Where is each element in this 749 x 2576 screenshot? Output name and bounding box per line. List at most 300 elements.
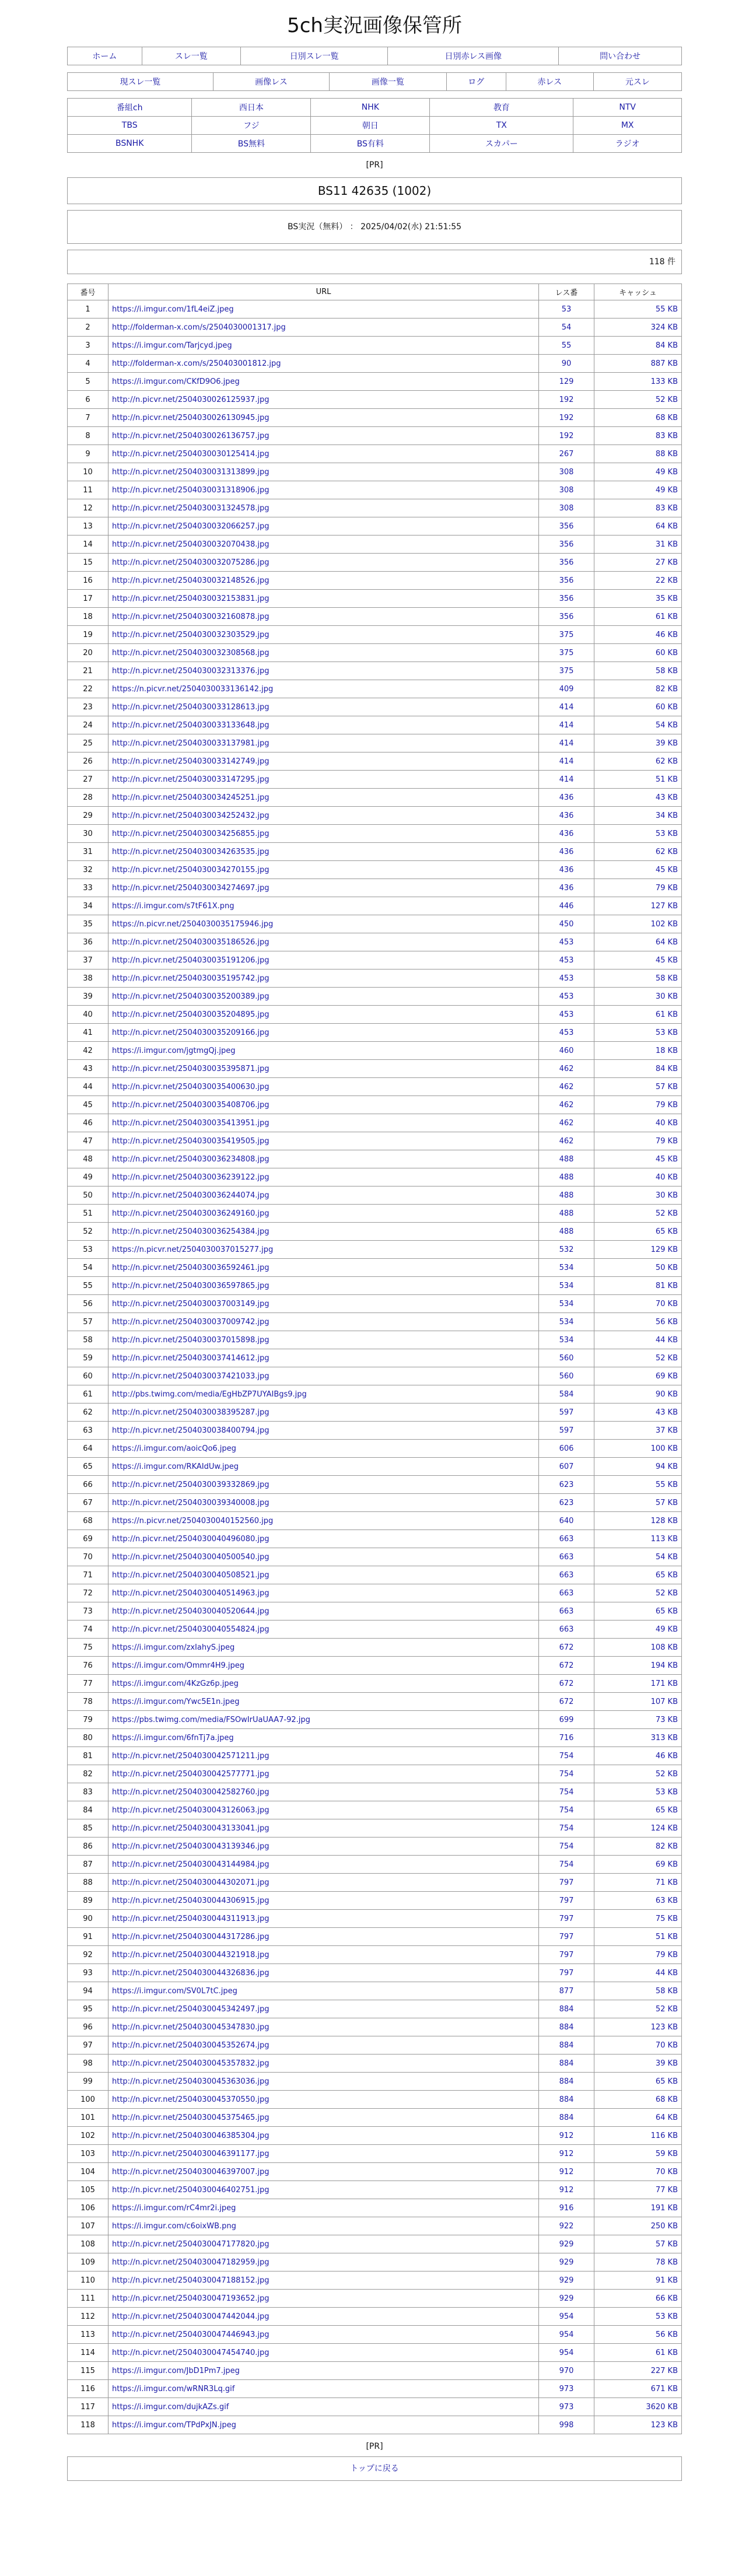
image-url-link[interactable]: [108, 626, 539, 644]
image-url-link-text[interactable]: http://n.picvr.net/2504030026136757.jpg: [112, 431, 270, 440]
res-number-link[interactable]: [539, 1150, 594, 1168]
cache-size-link[interactable]: [594, 1512, 682, 1530]
image-url-link[interactable]: [108, 2145, 539, 2163]
cache-size-link[interactable]: [594, 2308, 682, 2326]
cache-size-link[interactable]: [594, 1132, 682, 1150]
res-number-link[interactable]: [539, 1295, 594, 1313]
cache-size-link-text[interactable]: 53 KB: [655, 2312, 678, 2321]
res-number-link-text[interactable]: 534: [559, 1281, 574, 1290]
nav-link[interactable]: 現スレ一覧: [120, 78, 161, 87]
image-url-link[interactable]: [108, 2127, 539, 2145]
image-url-link-text[interactable]: http://n.picvr.net/2504030034274697.jpg: [112, 883, 270, 892]
res-number-link[interactable]: [539, 2091, 594, 2109]
cache-size-link[interactable]: [594, 771, 682, 789]
image-url-link-text[interactable]: http://n.picvr.net/2504030035186526.jpg: [112, 937, 270, 947]
res-number-link[interactable]: [539, 1241, 594, 1259]
channel-link[interactable]: MX: [621, 121, 634, 130]
res-number-link-text[interactable]: 884: [559, 2041, 574, 2050]
cache-size-link[interactable]: [594, 1060, 682, 1078]
cache-size-link-text[interactable]: 27 KB: [655, 558, 678, 567]
cache-size-link-text[interactable]: 75 KB: [655, 1914, 678, 1923]
cache-size-link-text[interactable]: 129 KB: [650, 1245, 678, 1254]
cache-size-link-text[interactable]: 43 KB: [655, 793, 678, 802]
res-number-link[interactable]: [539, 2235, 594, 2253]
image-url-link[interactable]: [108, 1548, 539, 1566]
cache-size-link-text[interactable]: 35 KB: [655, 594, 678, 603]
image-url-link[interactable]: [108, 2253, 539, 2272]
image-url-link-text[interactable]: https://i.imgur.com/aoicQo6.jpeg: [112, 1444, 236, 1453]
image-url-link-text[interactable]: http://n.picvr.net/2504030035413951.jpg: [112, 1118, 270, 1128]
cache-size-link[interactable]: [594, 879, 682, 897]
image-url-link[interactable]: [108, 1042, 539, 1060]
cache-size-link[interactable]: [594, 1458, 682, 1476]
res-number-link[interactable]: [539, 1783, 594, 1801]
cache-size-link-text[interactable]: 52 KB: [655, 2004, 678, 2014]
res-number-link-text[interactable]: 308: [559, 467, 574, 477]
cache-size-link[interactable]: [594, 843, 682, 861]
res-number-link[interactable]: [539, 1982, 594, 2000]
res-number-link[interactable]: [539, 752, 594, 771]
cache-size-link[interactable]: [594, 355, 682, 373]
res-number-link-text[interactable]: 308: [559, 485, 574, 495]
cache-size-link[interactable]: [594, 1440, 682, 1458]
nav-link[interactable]: 赤レス: [537, 78, 562, 87]
cache-size-link-text[interactable]: 53 KB: [655, 1028, 678, 1037]
cache-size-link[interactable]: [594, 318, 682, 337]
image-url-link-text[interactable]: http://n.picvr.net/2504030039340008.jpg: [112, 1498, 270, 1507]
cache-size-link[interactable]: [594, 554, 682, 572]
image-url-link[interactable]: [108, 716, 539, 734]
res-number-link[interactable]: [539, 1801, 594, 1819]
res-number-link-text[interactable]: 922: [559, 2221, 574, 2231]
nav-link[interactable]: ログ: [468, 78, 485, 87]
res-number-link-text[interactable]: 54: [561, 323, 572, 332]
res-number-link[interactable]: [539, 1639, 594, 1657]
nav-link[interactable]: 画像一覧: [371, 78, 404, 87]
res-number-link-text[interactable]: 532: [559, 1245, 574, 1254]
image-url-link[interactable]: [108, 951, 539, 970]
cache-size-link[interactable]: [594, 1404, 682, 1422]
image-url-link[interactable]: [108, 1006, 539, 1024]
cache-size-link-text[interactable]: 83 KB: [655, 431, 678, 440]
res-number-link[interactable]: [539, 2416, 594, 2434]
image-url-link[interactable]: [108, 2181, 539, 2199]
cache-size-link[interactable]: [594, 1892, 682, 1910]
cache-size-link[interactable]: [594, 2272, 682, 2290]
res-number-link-text[interactable]: 414: [559, 775, 574, 784]
cache-size-link-text[interactable]: 52 KB: [655, 1769, 678, 1779]
res-number-link-text[interactable]: 560: [559, 1371, 574, 1381]
image-url-link[interactable]: [108, 1711, 539, 1729]
image-url-link-text[interactable]: http://n.picvr.net/2504030047446943.jpg: [112, 2330, 270, 2339]
cache-size-link[interactable]: [594, 825, 682, 843]
image-url-link-text[interactable]: http://n.picvr.net/2504030036249160.jpg: [112, 1209, 270, 1218]
image-url-link[interactable]: [108, 2199, 539, 2217]
cache-size-link-text[interactable]: 671 KB: [650, 2384, 678, 2393]
cache-size-link-text[interactable]: 94 KB: [655, 1462, 678, 1471]
cache-size-link[interactable]: [594, 1584, 682, 1602]
res-number-link-text[interactable]: 623: [559, 1480, 574, 1489]
cache-size-link-text[interactable]: 65 KB: [655, 1606, 678, 1616]
res-number-link-text[interactable]: 450: [559, 919, 574, 929]
res-number-link[interactable]: [539, 1892, 594, 1910]
image-url-link[interactable]: [108, 1819, 539, 1838]
cache-size-link-text[interactable]: 227 KB: [650, 2366, 678, 2375]
cache-size-link[interactable]: [594, 536, 682, 554]
image-url-link[interactable]: [108, 1313, 539, 1331]
cache-size-link[interactable]: [594, 752, 682, 771]
res-number-link-text[interactable]: 797: [559, 1896, 574, 1905]
res-number-link-text[interactable]: 877: [559, 1986, 574, 1996]
res-number-link[interactable]: [539, 2109, 594, 2127]
image-url-link[interactable]: [108, 536, 539, 554]
cache-size-link[interactable]: [594, 572, 682, 590]
nav-link[interactable]: 元スレ: [625, 78, 650, 87]
res-number-link[interactable]: [539, 2380, 594, 2398]
image-url-link[interactable]: [108, 1910, 539, 1928]
image-url-link-text[interactable]: http://n.picvr.net/2504030033128613.jpg: [112, 702, 270, 712]
image-url-link[interactable]: [108, 2217, 539, 2235]
cache-size-link[interactable]: [594, 1765, 682, 1783]
res-number-link-text[interactable]: 453: [559, 956, 574, 965]
image-url-link-text[interactable]: http://n.picvr.net/2504030040554824.jpg: [112, 1625, 270, 1634]
cache-size-link-text[interactable]: 50 KB: [655, 1263, 678, 1272]
image-url-link[interactable]: [108, 1168, 539, 1186]
image-url-link[interactable]: [108, 1512, 539, 1530]
res-number-link-text[interactable]: 973: [559, 2384, 574, 2393]
cache-size-link-text[interactable]: 84 KB: [655, 341, 678, 350]
image-url-link[interactable]: [108, 1982, 539, 2000]
image-url-link-text[interactable]: https://i.imgur.com/Tarjcyd.jpeg: [112, 341, 232, 350]
res-number-link[interactable]: [539, 1422, 594, 1440]
res-number-link[interactable]: [539, 554, 594, 572]
image-url-link[interactable]: [108, 300, 539, 318]
res-number-link-text[interactable]: 699: [559, 1715, 574, 1724]
image-url-link[interactable]: [108, 1530, 539, 1548]
res-number-link-text[interactable]: 436: [559, 793, 574, 802]
cache-size-link-text[interactable]: 107 KB: [650, 1697, 678, 1706]
image-url-link-text[interactable]: https://i.imgur.com/wRNR3Lq.gif: [112, 2384, 235, 2393]
image-url-link[interactable]: [108, 445, 539, 463]
res-number-link[interactable]: [539, 1042, 594, 1060]
res-number-link-text[interactable]: 884: [559, 2113, 574, 2122]
res-number-link[interactable]: [539, 1548, 594, 1566]
image-url-link[interactable]: [108, 1584, 539, 1602]
image-url-link-text[interactable]: http://n.picvr.net/2504030036244074.jpg: [112, 1191, 270, 1200]
res-number-link-text[interactable]: 534: [559, 1263, 574, 1272]
cache-size-link[interactable]: [594, 2036, 682, 2054]
cache-size-link-text[interactable]: 54 KB: [655, 720, 678, 730]
image-url-link[interactable]: [108, 2109, 539, 2127]
cache-size-link-text[interactable]: 52 KB: [655, 1209, 678, 1218]
res-number-link-text[interactable]: 672: [559, 1697, 574, 1706]
image-url-link-text[interactable]: http://n.picvr.net/2504030045352674.jpg: [112, 2041, 270, 2050]
image-url-link-text[interactable]: http://n.picvr.net/2504030035395871.jpg: [112, 1064, 270, 1073]
res-number-link[interactable]: [539, 391, 594, 409]
image-url-link-text[interactable]: http://n.picvr.net/2504030035400630.jpg: [112, 1082, 270, 1091]
image-url-link[interactable]: [108, 1349, 539, 1367]
res-number-link-text[interactable]: 797: [559, 1932, 574, 1941]
cache-size-link-text[interactable]: 22 KB: [655, 576, 678, 585]
image-url-link-text[interactable]: http://n.picvr.net/2504030036592461.jpg: [112, 1263, 270, 1272]
cache-size-link[interactable]: [594, 1693, 682, 1711]
cache-size-link[interactable]: [594, 1385, 682, 1404]
cache-size-link-text[interactable]: 194 KB: [650, 1661, 678, 1670]
cache-size-link[interactable]: [594, 409, 682, 427]
cache-size-link-text[interactable]: 46 KB: [655, 1751, 678, 1760]
cache-size-link[interactable]: [594, 1856, 682, 1874]
res-number-link-text[interactable]: 672: [559, 1679, 574, 1688]
res-number-link-text[interactable]: 606: [559, 1444, 574, 1453]
image-url-link-text[interactable]: http://n.picvr.net/2504030045370550.jpg: [112, 2095, 270, 2104]
cache-size-link[interactable]: [594, 2290, 682, 2308]
res-number-link-text[interactable]: 970: [559, 2366, 574, 2375]
cache-size-link-text[interactable]: 62 KB: [655, 757, 678, 766]
res-number-link[interactable]: [539, 2362, 594, 2380]
cache-size-link[interactable]: [594, 2181, 682, 2199]
image-url-link[interactable]: [108, 988, 539, 1006]
cache-size-link[interactable]: [594, 1639, 682, 1657]
image-url-link-text[interactable]: http://n.picvr.net/2504030044302071.jpg: [112, 1878, 270, 1887]
cache-size-link[interactable]: [594, 463, 682, 481]
cache-size-link-text[interactable]: 123 KB: [650, 2022, 678, 2032]
res-number-link[interactable]: [539, 355, 594, 373]
cache-size-link-text[interactable]: 66 KB: [655, 2294, 678, 2303]
channel-link[interactable]: ラジオ: [615, 139, 640, 149]
image-url-link-text[interactable]: https://i.imgur.com/RKAIdUw.jpeg: [112, 1462, 239, 1471]
res-number-link-text[interactable]: 534: [559, 1299, 574, 1308]
res-number-link[interactable]: [539, 1132, 594, 1150]
cache-size-link-text[interactable]: 39 KB: [655, 2059, 678, 2068]
res-number-link-text[interactable]: 453: [559, 937, 574, 947]
res-number-link-text[interactable]: 453: [559, 1010, 574, 1019]
res-number-link[interactable]: [539, 1114, 594, 1132]
cache-size-link-text[interactable]: 127 KB: [650, 901, 678, 911]
image-url-link[interactable]: [108, 1838, 539, 1856]
channel-link[interactable]: BS有料: [356, 139, 384, 149]
image-url-link-text[interactable]: http://n.picvr.net/2504030045363036.jpg: [112, 2077, 270, 2086]
cache-size-link[interactable]: [594, 1096, 682, 1114]
cache-size-link[interactable]: [594, 1150, 682, 1168]
image-url-link[interactable]: [108, 517, 539, 536]
image-url-link-text[interactable]: http://n.picvr.net/2504030032303529.jpg: [112, 630, 270, 639]
image-url-link[interactable]: [108, 1114, 539, 1132]
cache-size-link-text[interactable]: 88 KB: [655, 449, 678, 459]
cache-size-link[interactable]: [594, 2235, 682, 2253]
res-number-link-text[interactable]: 754: [559, 1805, 574, 1815]
image-url-link[interactable]: [108, 391, 539, 409]
res-number-link-text[interactable]: 453: [559, 974, 574, 983]
cache-size-link[interactable]: [594, 2398, 682, 2416]
cache-size-link[interactable]: [594, 2163, 682, 2181]
res-number-link[interactable]: [539, 337, 594, 355]
image-url-link-text[interactable]: http://n.picvr.net/2504030046402751.jpg: [112, 2185, 270, 2194]
res-number-link[interactable]: [539, 1856, 594, 1874]
res-number-link[interactable]: [539, 2344, 594, 2362]
image-url-link[interactable]: [108, 662, 539, 680]
res-number-link[interactable]: [539, 1385, 594, 1404]
cache-size-link-text[interactable]: 70 KB: [655, 2041, 678, 2050]
res-number-link-text[interactable]: 954: [559, 2348, 574, 2357]
image-url-link-text[interactable]: https://i.imgur.com/JbD1Pm7.jpeg: [112, 2366, 240, 2375]
cache-size-link-text[interactable]: 56 KB: [655, 2330, 678, 2339]
cache-size-link[interactable]: [594, 1747, 682, 1765]
cache-size-link-text[interactable]: 65 KB: [655, 1227, 678, 1236]
image-url-link-text[interactable]: http://n.picvr.net/2504030043133041.jpg: [112, 1824, 270, 1833]
cache-size-link[interactable]: [594, 861, 682, 879]
cache-size-link[interactable]: [594, 1675, 682, 1693]
image-url-link[interactable]: [108, 2326, 539, 2344]
image-url-link[interactable]: [108, 1874, 539, 1892]
cache-size-link-text[interactable]: 37 KB: [655, 1426, 678, 1435]
cache-size-link[interactable]: [594, 951, 682, 970]
cache-size-link[interactable]: [594, 626, 682, 644]
res-number-link-text[interactable]: 929: [559, 2258, 574, 2267]
cache-size-link-text[interactable]: 58 KB: [655, 666, 678, 676]
image-url-link[interactable]: [108, 2308, 539, 2326]
cache-size-link-text[interactable]: 45 KB: [655, 956, 678, 965]
res-number-link-text[interactable]: 446: [559, 901, 574, 911]
cache-size-link-text[interactable]: 82 KB: [655, 684, 678, 694]
image-url-link-text[interactable]: https://i.imgur.com/Ommr4H9.jpeg: [112, 1661, 245, 1670]
cache-size-link[interactable]: [594, 897, 682, 915]
cache-size-link[interactable]: [594, 1078, 682, 1096]
image-url-link-text[interactable]: http://n.picvr.net/2504030033137981.jpg: [112, 738, 270, 748]
cache-size-link-text[interactable]: 250 KB: [650, 2221, 678, 2231]
nav-link[interactable]: 画像レス: [255, 78, 288, 87]
cache-size-link[interactable]: [594, 1657, 682, 1675]
res-number-link-text[interactable]: 414: [559, 738, 574, 748]
res-number-link-text[interactable]: 192: [559, 395, 574, 404]
cache-size-link[interactable]: [594, 2217, 682, 2235]
res-number-link[interactable]: [539, 861, 594, 879]
cache-size-link-text[interactable]: 57 KB: [655, 2239, 678, 2249]
cache-size-link-text[interactable]: 51 KB: [655, 1932, 678, 1941]
res-number-link[interactable]: [539, 1928, 594, 1946]
res-number-link-text[interactable]: 884: [559, 2004, 574, 2014]
res-number-link[interactable]: [539, 1367, 594, 1385]
cache-size-link-text[interactable]: 102 KB: [650, 919, 678, 929]
image-url-link-text[interactable]: http://n.picvr.net/2504030034270155.jpg: [112, 865, 270, 874]
cache-size-link[interactable]: [594, 2380, 682, 2398]
cache-size-link[interactable]: [594, 1241, 682, 1259]
image-url-link[interactable]: [108, 1024, 539, 1042]
res-number-link[interactable]: [539, 536, 594, 554]
cache-size-link-text[interactable]: 45 KB: [655, 1154, 678, 1164]
image-url-link-text[interactable]: http://n.picvr.net/2504030035191206.jpg: [112, 956, 270, 965]
cache-size-link-text[interactable]: 65 KB: [655, 2077, 678, 2086]
cache-size-link[interactable]: [594, 1168, 682, 1186]
res-number-link-text[interactable]: 663: [559, 1570, 574, 1580]
res-number-link-text[interactable]: 414: [559, 702, 574, 712]
res-number-link-text[interactable]: 453: [559, 1028, 574, 1037]
res-number-link-text[interactable]: 460: [559, 1046, 574, 1055]
image-url-link-text[interactable]: http://n.picvr.net/2504030037003149.jpg: [112, 1299, 270, 1308]
cache-size-link[interactable]: [594, 915, 682, 933]
res-number-link-text[interactable]: 356: [559, 594, 574, 603]
cache-size-link-text[interactable]: 124 KB: [650, 1824, 678, 1833]
image-url-link-text[interactable]: https://i.imgur.com/jgtmgQj.jpeg: [112, 1046, 236, 1055]
image-url-link-text[interactable]: http://n.picvr.net/2504030039332869.jpg: [112, 1480, 270, 1489]
image-url-link[interactable]: [108, 409, 539, 427]
image-url-link-text[interactable]: http://folderman-x.com/s/2504030001317.jpg: [112, 323, 286, 332]
image-url-link-text[interactable]: https://i.imgur.com/TPdPxJN.jpeg: [112, 2420, 236, 2430]
cache-size-link[interactable]: [594, 2127, 682, 2145]
res-number-link[interactable]: [539, 1313, 594, 1331]
res-number-link[interactable]: [539, 373, 594, 391]
image-url-link-text[interactable]: http://n.picvr.net/2504030037015898.jpg: [112, 1335, 270, 1345]
res-number-link-text[interactable]: 560: [559, 1353, 574, 1363]
image-url-link[interactable]: [108, 1946, 539, 1964]
cache-size-link-text[interactable]: 65 KB: [655, 1570, 678, 1580]
res-number-link[interactable]: [539, 716, 594, 734]
res-number-link[interactable]: [539, 2054, 594, 2073]
image-url-link[interactable]: [108, 2018, 539, 2036]
res-number-link[interactable]: [539, 1331, 594, 1349]
res-number-link[interactable]: [539, 2398, 594, 2416]
image-url-link[interactable]: [108, 2163, 539, 2181]
res-number-link[interactable]: [539, 2326, 594, 2344]
res-number-link-text[interactable]: 462: [559, 1100, 574, 1110]
image-url-link[interactable]: [108, 1186, 539, 1205]
channel-link[interactable]: TX: [496, 121, 507, 130]
image-url-link-text[interactable]: http://n.picvr.net/2504030040520644.jpg: [112, 1606, 270, 1616]
res-number-link-text[interactable]: 488: [559, 1209, 574, 1218]
image-url-link[interactable]: [108, 2416, 539, 2434]
image-url-link[interactable]: [108, 2073, 539, 2091]
image-url-link[interactable]: [108, 1132, 539, 1150]
nav-link[interactable]: 日別スレ一覧: [289, 52, 339, 61]
cache-size-link[interactable]: [594, 1602, 682, 1620]
cache-size-link[interactable]: [594, 933, 682, 951]
res-number-link[interactable]: [539, 1620, 594, 1639]
res-number-link-text[interactable]: 436: [559, 829, 574, 838]
cache-size-link-text[interactable]: 55 KB: [655, 1480, 678, 1489]
cache-size-link[interactable]: [594, 716, 682, 734]
cache-size-link[interactable]: [594, 1982, 682, 2000]
image-url-link[interactable]: [108, 590, 539, 608]
image-url-link[interactable]: [108, 1096, 539, 1114]
channel-link[interactable]: 教育: [493, 103, 510, 113]
res-number-link[interactable]: [539, 897, 594, 915]
cache-size-link-text[interactable]: 81 KB: [655, 1281, 678, 1290]
image-url-link-text[interactable]: http://n.picvr.net/2504030047442044.jpg: [112, 2312, 270, 2321]
cache-size-link-text[interactable]: 79 KB: [655, 1100, 678, 1110]
res-number-link-text[interactable]: 929: [559, 2239, 574, 2249]
image-url-link-text[interactable]: http://n.picvr.net/2504030037421033.jpg: [112, 1371, 270, 1381]
image-url-link-text[interactable]: http://n.picvr.net/2504030034252432.jpg: [112, 811, 270, 820]
cache-size-link[interactable]: [594, 1801, 682, 1819]
cache-size-link-text[interactable]: 313 KB: [650, 1733, 678, 1742]
image-url-link[interactable]: [108, 2054, 539, 2073]
res-number-link[interactable]: [539, 2073, 594, 2091]
res-number-link[interactable]: [539, 970, 594, 988]
cache-size-link[interactable]: [594, 499, 682, 517]
image-url-link-text[interactable]: http://n.picvr.net/2504030047188152.jpg: [112, 2276, 270, 2285]
res-number-link[interactable]: [539, 2217, 594, 2235]
res-number-link-text[interactable]: 462: [559, 1118, 574, 1128]
image-url-link[interactable]: [108, 1476, 539, 1494]
image-url-link-text[interactable]: http://n.picvr.net/2504030038400794.jpg: [112, 1426, 270, 1435]
res-number-link[interactable]: [539, 1964, 594, 1982]
res-number-link[interactable]: [539, 1223, 594, 1241]
res-number-link-text[interactable]: 912: [559, 2185, 574, 2194]
res-number-link[interactable]: [539, 933, 594, 951]
cache-size-link[interactable]: [594, 1729, 682, 1747]
res-number-link[interactable]: [539, 445, 594, 463]
res-number-link[interactable]: [539, 1566, 594, 1584]
channel-link[interactable]: BS無料: [237, 139, 265, 149]
